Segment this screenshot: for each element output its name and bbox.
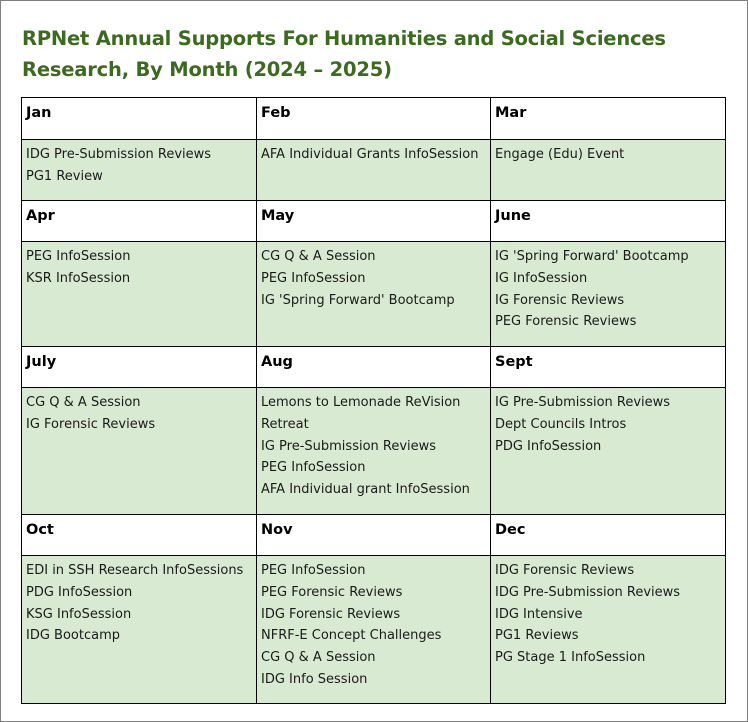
month-cell: Nov (257, 515, 491, 556)
event-item: PG Stage 1 InfoSession (495, 650, 646, 666)
event-item: IDG Info Session (261, 671, 368, 687)
events-cell (491, 556, 726, 704)
events-cell (257, 388, 491, 515)
event-item: AFA Individual Grants InfoSession (261, 147, 479, 162)
event-item: Lemons to Lemonade ReVision (261, 395, 461, 410)
events-row (22, 556, 726, 704)
event-item: PEG InfoSession (261, 270, 366, 286)
event-item: EDI in SSH Research InfoSessions (26, 563, 244, 578)
event-item: CG Q & A Session (261, 650, 376, 666)
event-item: IG InfoSession (495, 270, 588, 286)
month-header-row (22, 201, 726, 242)
event-item: Engage (Edu) Event (495, 147, 625, 162)
month-cell: Jan (22, 98, 257, 140)
event-item: PEG InfoSession (26, 249, 131, 264)
events-row (22, 140, 726, 201)
event-item: CG Q & A Session (261, 249, 376, 264)
event-item: CG Q & A Session (26, 395, 141, 410)
event-item: PEG Forensic Reviews (261, 584, 403, 600)
document-title: RPNet Annual Supports For Humanities and Social Sciences Research, By Month (2024 – 2025) (22, 27, 666, 81)
event-item: IG Forensic Reviews (26, 416, 156, 432)
event-item: PDG InfoSession (26, 584, 133, 600)
event-item: IDG Forensic Reviews (495, 563, 635, 578)
event-item: PEG InfoSession (261, 460, 366, 476)
event-item: IDG Intensive (495, 606, 583, 622)
month-cell: Aug (257, 347, 491, 388)
month-cell: July (22, 347, 257, 388)
month-cell: Dec (491, 515, 726, 556)
event-item: IG 'Spring Forward' Bootcamp (495, 249, 689, 264)
events-cell (257, 140, 491, 201)
events-cell (22, 556, 257, 704)
events-cell (491, 242, 726, 347)
events-cell (22, 388, 257, 515)
event-item: PG1 Review (26, 168, 103, 184)
month-cell: June (491, 201, 726, 242)
month-header-row (22, 347, 726, 388)
event-item: NFRF-E Concept Challenges (261, 628, 442, 644)
events-cell (257, 556, 491, 704)
events-row (22, 242, 726, 347)
events-cell (491, 140, 726, 201)
event-item: IDG Pre-Submission Reviews (26, 147, 212, 162)
event-item: AFA Individual grant InfoSession (261, 482, 470, 498)
event-item: IG Pre-Submission Reviews (495, 395, 671, 410)
month-cell: May (257, 201, 491, 242)
event-item: IDG Forensic Reviews (261, 606, 401, 622)
event-item: KSG InfoSession (26, 606, 132, 622)
month-cell: Mar (491, 98, 726, 140)
events-cell (22, 242, 257, 347)
event-item: Dept Councils Intros (495, 416, 627, 432)
event-item: PEG InfoSession (261, 563, 366, 578)
month-header-row (22, 515, 726, 556)
event-item: IG 'Spring Forward' Bootcamp (261, 292, 455, 308)
month-cell: Apr (22, 201, 257, 242)
month-cell: Feb (257, 98, 491, 140)
month-header-row (22, 98, 726, 140)
event-item: IDG Pre-Submission Reviews (495, 584, 681, 600)
event-item: KSR InfoSession (26, 270, 131, 286)
event-item: PEG Forensic Reviews (495, 314, 637, 330)
event-item: IG Pre-Submission Reviews (261, 438, 437, 454)
events-cell (22, 140, 257, 201)
month-cell: Sept (491, 347, 726, 388)
events-cell (491, 388, 726, 515)
events-row (22, 388, 726, 515)
events-cell (257, 242, 491, 347)
month-cell: Oct (22, 515, 257, 556)
event-item: PG1 Reviews (495, 628, 579, 644)
event-item: PDG InfoSession (495, 438, 602, 454)
monthly-supports-table (21, 97, 726, 704)
event-item: IDG Bootcamp (26, 628, 121, 644)
event-item: Retreat (261, 416, 309, 432)
event-item: IG Forensic Reviews (495, 292, 625, 308)
